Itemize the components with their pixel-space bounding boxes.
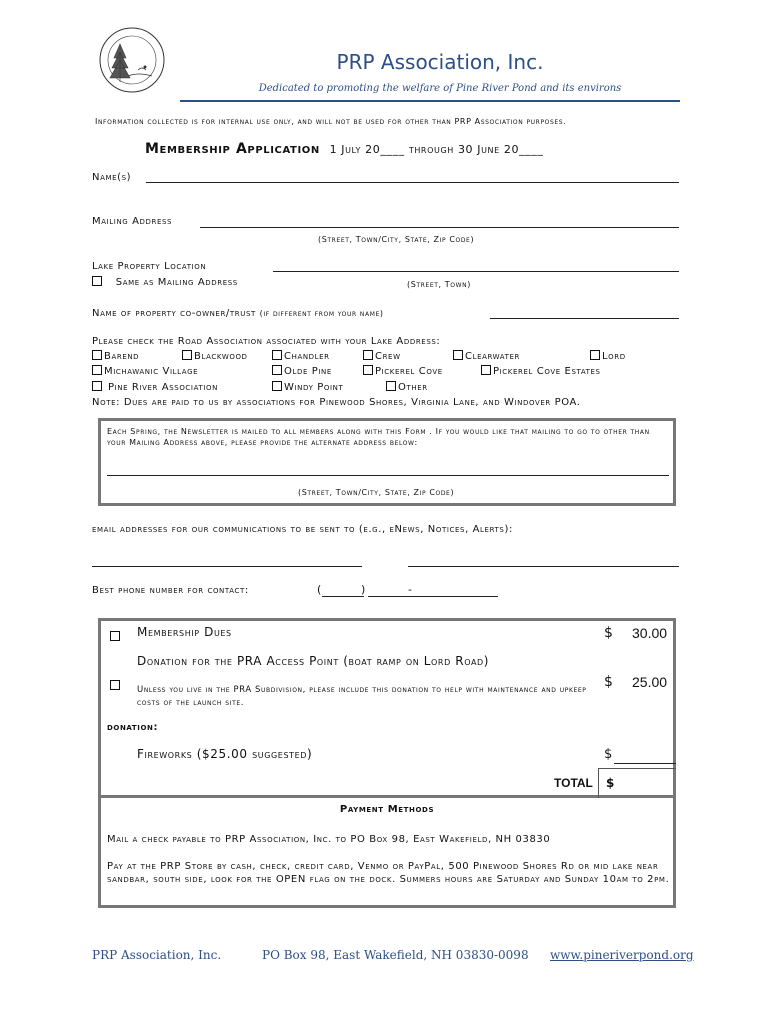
road-option-lord[interactable] xyxy=(590,351,626,362)
road-label: Crew xyxy=(375,351,401,362)
same-as-mailing-checkbox[interactable] xyxy=(92,276,102,286)
names-field[interactable] xyxy=(146,182,679,183)
checkbox-icon[interactable] xyxy=(590,350,600,360)
road-label: Lord xyxy=(602,351,626,362)
checkbox-icon[interactable] xyxy=(272,365,282,375)
road-option-michawanic[interactable] xyxy=(92,366,198,377)
email-field-1[interactable] xyxy=(92,566,362,567)
membership-currency: $ xyxy=(604,625,613,641)
checkbox-icon[interactable] xyxy=(363,350,373,360)
footer-org: PRP Association, Inc. xyxy=(92,948,222,962)
website-link[interactable]: www.pineriverpond.org xyxy=(550,948,694,962)
membership-amount: 30.00 xyxy=(632,625,668,641)
road-option-barend[interactable] xyxy=(92,351,139,362)
coowner-label-text: Name of property co-owner/trust xyxy=(92,308,256,319)
phone-close-paren: ) xyxy=(361,583,366,596)
donation-currency: $ xyxy=(604,674,613,690)
phone-open-paren: ( xyxy=(317,583,322,596)
membership-dues-label: Membership Dues xyxy=(137,625,232,639)
checkbox-icon[interactable] xyxy=(92,350,102,360)
checkbox-icon[interactable] xyxy=(182,350,192,360)
road-option-windy-point[interactable] xyxy=(272,382,343,393)
same-as-mailing-option[interactable] xyxy=(92,277,238,288)
association-logo xyxy=(98,22,166,100)
road-label: Other xyxy=(398,382,428,393)
road-label: Blackwood xyxy=(194,351,248,362)
fireworks-amount-field[interactable] xyxy=(614,763,676,764)
alternate-address-field[interactable] xyxy=(107,475,669,476)
road-option-pine-river[interactable] xyxy=(92,382,218,393)
phone-number-field[interactable] xyxy=(368,596,498,597)
road-option-clearwater[interactable] xyxy=(453,351,520,362)
road-option-crew[interactable] xyxy=(363,351,401,362)
header-divider xyxy=(180,100,680,102)
email-label: email addresses for our communications to be sent to (e.g., eNews, Notices, Alerts): xyxy=(92,524,513,535)
form-period: 1 July 20____ through 30 June 20____ xyxy=(329,143,544,156)
coowner-field[interactable] xyxy=(490,318,679,319)
road-label: Windy Point xyxy=(284,382,344,393)
org-tagline: Dedicated to promoting the welfare of Pine River Pond and its environs xyxy=(258,83,622,94)
privacy-notice: Information collected is for internal use only, and will not be used for other than PRP Association purposes. xyxy=(95,117,567,126)
fireworks-currency: $ xyxy=(604,747,613,762)
road-label: Pickerel Cove Estates xyxy=(493,366,601,377)
mailing-address-field[interactable] xyxy=(200,227,679,228)
road-dues-note: Note: Dues are paid to us by associations for Pinewood Shores, Virginia Lane, and Windover POA. xyxy=(92,397,581,408)
donation-section-label: donation: xyxy=(107,722,159,733)
road-label: Clearwater xyxy=(465,351,521,362)
alternate-address-hint: (Street, Town/City, State, Zip Code) xyxy=(298,488,455,497)
road-label: Pickerel Cove xyxy=(375,366,443,377)
footer-address: PO Box 98, East Wakefield, NH 03830-0098 xyxy=(262,948,529,962)
membership-dues-checkbox[interactable] xyxy=(110,627,122,646)
lake-property-field[interactable] xyxy=(273,271,679,272)
phone-dash: - xyxy=(408,583,412,596)
road-label: Olde Pine xyxy=(284,366,332,377)
payment-store-text: Pay at the PRP Store by cash, check, credit card, Venmo or PayPal, 500 Pinewood Shores Rd or mid lake near sandbar, south side, look for the OPEN flag on the dock. Summers hours are Saturday and Sunday 10am to 2pm. xyxy=(107,861,670,885)
mailing-address-label: Mailing Address xyxy=(92,216,173,227)
checkbox-icon[interactable] xyxy=(92,381,102,391)
road-option-pickerel-cove-estates[interactable] xyxy=(481,366,601,377)
mailing-address-hint: (Street, Town/City, State, Zip Code) xyxy=(318,235,475,244)
same-as-mailing-label: Same as Mailing Address xyxy=(115,277,238,288)
road-association-prompt: Please check the Road Association associated with your Lake Address: xyxy=(92,336,441,347)
email-field-2[interactable] xyxy=(408,566,679,567)
coowner-label xyxy=(92,308,384,319)
checkbox-icon[interactable] xyxy=(481,365,491,375)
road-option-blackwood[interactable] xyxy=(182,351,248,362)
phone-area-code-field[interactable] xyxy=(322,596,364,597)
lake-property-label: Lake Property Location xyxy=(92,261,207,272)
org-title: PRP Association, Inc. xyxy=(336,50,544,74)
newsletter-text: Each Spring, the Newsletter is mailed to all members along with this Form . If you would like that mailing to go to other than your Mailing Address above, please provide the alternate address below: xyxy=(107,427,650,447)
total-currency: $ xyxy=(606,776,615,790)
names-label: Name(s) xyxy=(92,172,132,183)
checkbox-icon[interactable] xyxy=(272,381,282,391)
donation-amount: 25.00 xyxy=(632,674,668,690)
road-label: Chandler xyxy=(284,351,330,362)
road-label: Michawanic Village xyxy=(104,366,199,377)
fireworks-label: Fireworks ($25.00 suggested) xyxy=(137,747,313,761)
checkbox-icon[interactable] xyxy=(92,365,102,375)
donation-title: Donation for the PRA Access Point (boat ramp on Lord Road) xyxy=(137,654,490,668)
payment-mail-text: Mail a check payable to PRP Association, Inc. to PO Box 98, East Wakefield, NH 03830 xyxy=(107,834,551,845)
lake-property-hint: (Street, Town) xyxy=(407,280,471,289)
checkbox-icon[interactable] xyxy=(453,350,463,360)
payment-methods-title: Payment Methods xyxy=(339,804,435,815)
road-option-pickerel-cove[interactable] xyxy=(363,366,443,377)
road-option-chandler[interactable] xyxy=(272,351,330,362)
form-title xyxy=(145,138,543,157)
road-label: Pine River Association xyxy=(108,382,218,393)
total-label: TOTAL xyxy=(554,776,593,790)
footer-website[interactable] xyxy=(550,948,694,962)
phone-label: Best phone number for contact: xyxy=(92,585,249,596)
road-option-other[interactable] xyxy=(386,382,428,393)
form-title-main: Membership Application xyxy=(145,141,320,157)
checkbox-icon[interactable] xyxy=(363,365,373,375)
donation-checkbox[interactable] xyxy=(110,676,122,695)
road-label: Barend xyxy=(104,351,140,362)
checkbox-icon[interactable] xyxy=(386,381,396,391)
checkbox-icon[interactable] xyxy=(272,350,282,360)
coowner-hint: (if different from your name) xyxy=(259,309,384,318)
donation-note: Unless you live in the PRA Subdivision, please include this donation to help with maintenance and upkeep costs of the launch site. xyxy=(137,685,587,708)
road-option-olde-pine[interactable] xyxy=(272,366,332,377)
